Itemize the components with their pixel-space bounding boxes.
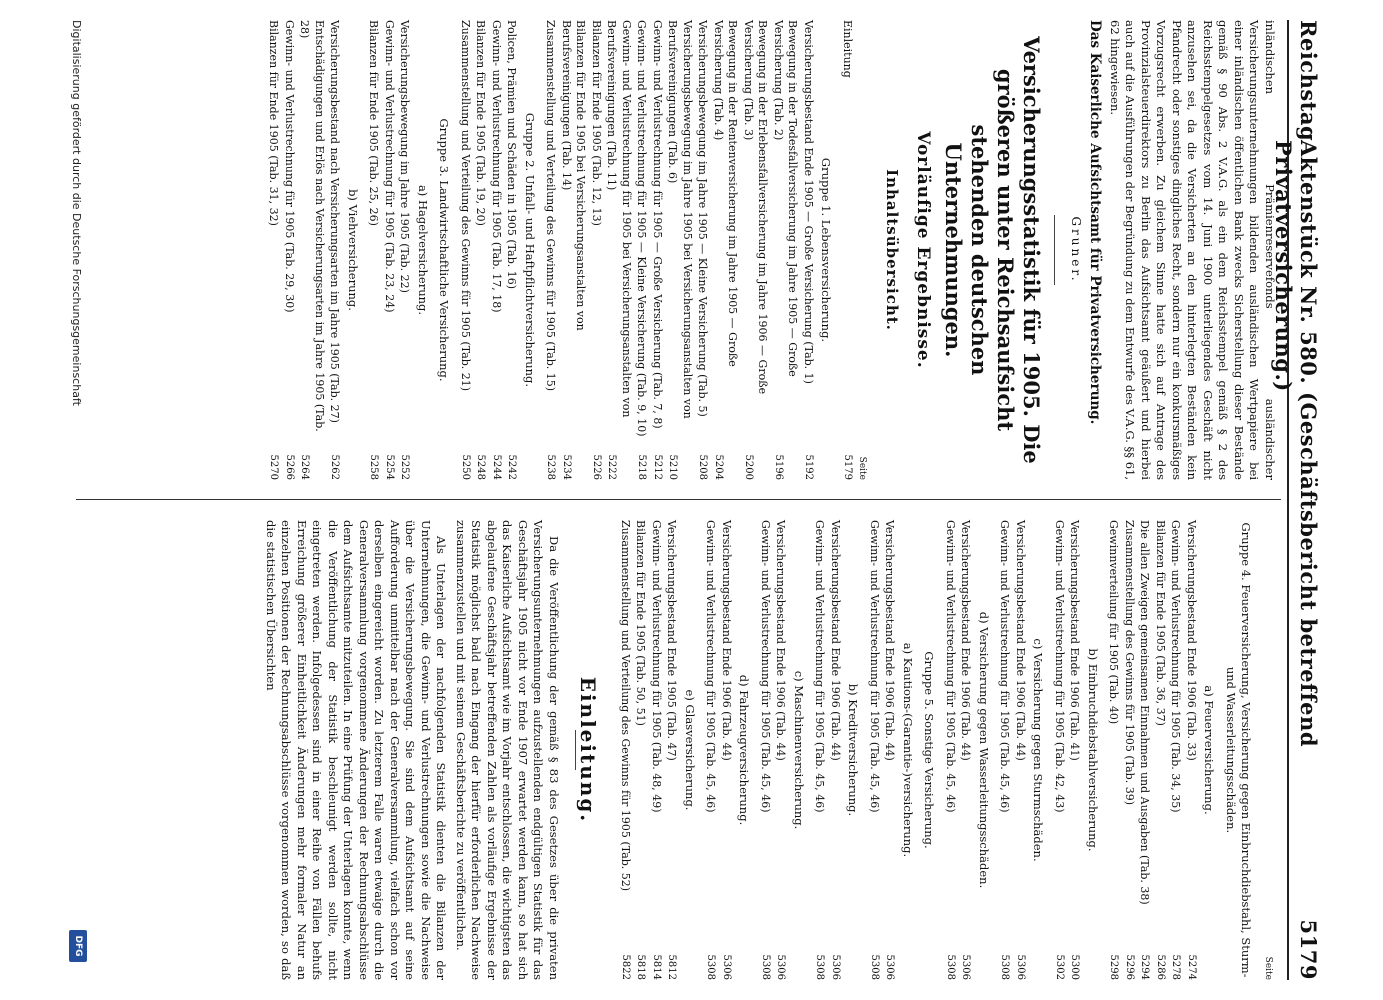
toc-entry-page: 5294	[1139, 954, 1151, 980]
toc-entry	[458, 20, 473, 480]
toc-entry	[543, 20, 558, 480]
toc-entry	[997, 520, 1012, 980]
toc-entry-page: 5306	[884, 954, 896, 980]
toc-entry	[664, 520, 679, 980]
toc-entry-text: Versicherungsbewegung im Jahre 1905 bei Versicherungsanstalten von Berufsvereinigungen (Tab. 6)	[666, 20, 694, 419]
toc-entry	[703, 520, 718, 980]
toc-entry-page: 5218	[636, 454, 648, 480]
toc-entry	[634, 20, 649, 480]
toc-section-heading: Gruppe 5. Sonstige Versicherung.	[922, 651, 937, 849]
toc-entry-text: Zusammenstellung und Verteilung des Gewinns für 1905 (Tab. 52)	[619, 520, 632, 892]
toc-entry	[633, 520, 648, 980]
toc-entry	[1106, 520, 1121, 980]
toc-entry	[758, 520, 773, 980]
toc-entry-text: Gewinn- und Verlustrechnung für 1905 (Tab. 23, 24)	[383, 20, 396, 313]
toc-entry	[1137, 520, 1152, 980]
toc-section-heading: b) Viehversicherung.	[346, 189, 360, 311]
toc-section-heading: b) Einbruchdiebstahlversicherung.	[1086, 648, 1100, 852]
toc-entry-page: 5212	[652, 454, 663, 480]
toc-entry-text: Versicherungsbestand Ende 1906 (Tab. 44)	[1014, 520, 1027, 761]
toc-entry-page: 5308	[760, 954, 771, 980]
toc-entry-text: Versicherungsbestand Ende 1905 (Tab. 47)	[665, 520, 679, 761]
page-header	[1271, 20, 1325, 980]
toc-entry-page: 5306	[721, 954, 732, 980]
toc-entry-page: 5298	[1108, 954, 1120, 980]
toc-entry-text: Bilanzen für Ende 1905 (Tab. 31, 32)	[267, 20, 281, 226]
toc-entry-page: 5262	[329, 454, 341, 480]
toc-entry-page: 5812	[666, 954, 678, 980]
toc-entry-text: Entschädigungen und Erlös nach Versicherungsarten im Jahre 1905 (Tab. 28)	[298, 20, 326, 432]
dfg-logo: DFG	[69, 930, 87, 962]
separator-rule	[1055, 215, 1056, 285]
toc-entry-page: 5258	[368, 454, 380, 480]
toc-entry	[282, 20, 297, 480]
toc-entry-text: Zusammenstellung und Verteilung des Gewinns für 1905 (Tab. 15)	[544, 20, 558, 392]
toc-entry	[719, 520, 734, 980]
toc-entry	[650, 20, 665, 480]
subtitle: Vorläufige Ergebnisse.	[913, 131, 934, 369]
toc-section-heading: a) Feuerversicherung.	[1202, 685, 1217, 815]
toc-entry-page: 5204	[713, 454, 724, 480]
toc-entry	[366, 20, 381, 480]
toc-entry-page: 5210	[667, 454, 679, 480]
toc-entry	[504, 20, 519, 480]
intro-paragraph: inländischen Prämienreservefonds ausländischer Versicherungsunternehmungen bildenden ausländischen Wertpapiere bei einer inländischen öffentlichen Bank zwecks Sicherstellung dieser Bestände gemäß § 90 Abs. 2 V.A.G. als ein dem Reichsstempel gemäß § 2 des Reichsstempelgesetzes vom 14. Juni 1900 unterliegendes Geschäft nicht anzusehen sei, da die Versicherten an den hinterlegten Beständen kein Pfandrecht oder sonstiges dingliches Recht, sondern nur ein konkursmäßiges Vorzugsrecht erwerben. Zu gleichem Sinne hatte sich auf Antrage des Provinzialsteuerdirektors zu Berlin das Aufsichtsamt geäußert und hierbei auch auf die Ausführungen der Begründung zu dem Entwurfe des V.A.G. §§ 61, 62 hingewiesen.	[1108, 20, 1277, 481]
toc-entry	[711, 20, 740, 480]
toc-entry-text: Die allen Zweigen gemeinsamen Einnahmen und Ausgaben (Tab. 38)	[1138, 520, 1152, 905]
toc-entry-page: 5818	[635, 954, 647, 980]
author-name: Gruner.	[1069, 216, 1083, 284]
toc-entry-text: Bilanzen für Ende 1905 (Tab. 50, 51)	[634, 520, 648, 726]
office-line: Das Kaiserliche Aufsichtsamt für Privatversicherung.	[1087, 20, 1104, 425]
toc-entry-page: 5306	[960, 954, 972, 980]
toc-entry-page: 5308	[705, 954, 717, 980]
toc-section-heading: c) Versicherung gegen Sturmschäden.	[1031, 638, 1046, 862]
toc-entry-text: Bewegung in der Rentenversicherung im Jahre 1905 — Große Versicherung (Tab. 4)	[712, 20, 740, 367]
toc-entry-page: 5222	[606, 454, 618, 480]
toc-section-heading: Gruppe 4. Feuerversicherung, Versicherung gegen Einbruchdiebstahl, Sturm- und Wasserleitungsschäden.	[1224, 522, 1254, 978]
toc-entry	[840, 20, 855, 480]
toc-entry	[559, 20, 588, 480]
toc-entry-text: Gewinn- und Verlustrechnung für 1905 — Kleine Versicherung (Tab. 9, 10)	[635, 20, 649, 437]
toc-entry-page: 5196	[773, 454, 784, 480]
header-center: Aktenstück Nr. 580. (Geschäftsbericht betreffend Privatversicherung.)	[1271, 140, 1321, 747]
toc-entry	[327, 20, 342, 480]
toc-entry-page: 5814	[651, 954, 662, 980]
toc-entry-page: 5264	[299, 454, 311, 480]
toc-title: Inhaltsübersicht.	[883, 169, 901, 331]
toc-entry-page: 5278	[1170, 954, 1182, 980]
toc-entry	[741, 20, 770, 480]
toc-entry	[812, 520, 827, 980]
toc-entry-text: Versicherungsbewegung im Jahre 1905 — Kleine Versicherung (Tab. 5)	[696, 20, 710, 417]
toc-entry-text: Versicherungsbestand Ende 1906 (Tab. 44)	[883, 520, 897, 761]
toc-entry-text: Versicherungsbestand Ende 1905 — Große Versicherung (Tab. 1)	[802, 20, 815, 384]
toc-entry-page: 5306	[775, 954, 787, 980]
toc-entry-page: 5179	[842, 454, 853, 480]
toc-entry-text: Gewinnverteilung für 1905 (Tab. 40)	[1107, 520, 1121, 725]
toc-entry-text: Bilanzen für Ende 1905 (Tab. 19, 20)	[474, 20, 488, 226]
toc-entry	[618, 520, 633, 980]
toc-entry	[943, 520, 958, 980]
toc-entry	[828, 520, 843, 980]
toc-entry-page: 5250	[460, 454, 471, 480]
toc-entry	[589, 20, 604, 480]
toc-entry-text: Gewinn- und Verlustrechnung für 1905 (Tab. 45, 46)	[868, 520, 881, 813]
header-page-number: 5179	[1296, 919, 1321, 980]
toc-section-heading: d) Versicherung gegen Wasserleitungsschäden.	[977, 611, 991, 889]
toc-entry-page: 5296	[1124, 954, 1135, 980]
toc-entry-text: Bilanzen für Ende 1905 (Tab. 36, 37)	[1154, 520, 1167, 726]
toc-entry-text: Versicherungsbestand Ende 1906 (Tab. 44)	[774, 520, 788, 761]
toc-entry-page: 5274	[1186, 954, 1197, 980]
toc-entry	[1013, 520, 1028, 980]
column-divider	[76, 499, 1281, 500]
einleitung-title: Einleitung.	[576, 676, 601, 824]
toc-entry-page: 5200	[743, 454, 754, 480]
toc-entry	[773, 520, 788, 980]
toc-entry	[1184, 520, 1199, 980]
toc-section-heading: b) Kreditversicherung.	[846, 683, 861, 817]
toc-left-list	[266, 20, 854, 480]
toc-entry-page: 5244	[491, 454, 502, 480]
toc-entry-text: Gewinn- und Verlustrechnung für 1905 bei Versicherungsanstalten von Berufsvereinigungen (Tab. 11)	[605, 20, 633, 418]
toc-entry	[695, 20, 710, 480]
toc-entry-page: 5254	[384, 454, 395, 480]
toc-entry-text: Versicherungsbestand Ende 1906 (Tab. 44)	[829, 520, 842, 761]
left-column	[265, 20, 1277, 480]
toc-entry-text: Zusammenstellung und Verteilung des Gewinns für 1905 (Tab. 21)	[459, 20, 472, 392]
digitization-note: Digitalisierung gefördert durch die Deutsche Forschungsgemeinschaft	[70, 20, 83, 406]
toc-page-label-right: Seite	[1263, 956, 1273, 980]
toc-entry-page: 5234	[561, 454, 572, 480]
toc-entry-text: Bewegung in der Erlebensfallversicherung im Jahre 1906 — Große Versicherung (Tab. 3)	[742, 20, 770, 395]
toc-entry-text: Bilanzen für Ende 1905 bei Versicherungsanstalten von Berufsvereinigungen (Tab. 14)	[560, 20, 588, 331]
toc-entry	[958, 520, 973, 980]
toc-entry	[1153, 520, 1168, 980]
toc-entry-page: 5252	[399, 454, 411, 480]
toc-entry	[266, 20, 281, 480]
toc-entry-text: Gewinn- und Verlustrechnung für 1905 (Tab. 45, 46)	[944, 520, 957, 813]
toc-section-heading: Gruppe 3. Landwirtschaftliche Versicherung.	[437, 118, 452, 382]
toc-entry-text: Gewinn- und Verlustrechnung für 1905 (Tab. 42, 43)	[1053, 520, 1066, 813]
toc-entry-text: Gewinn- und Verlustrechnung für 1905 (Tab. 45, 46)	[998, 520, 1012, 813]
toc-entry-page: 5266	[284, 454, 295, 480]
toc-section-heading: a) Hagelversicherung.	[416, 184, 430, 316]
header-left: Reichstag	[1296, 20, 1321, 142]
toc-entry-page: 5242	[506, 454, 518, 480]
toc-entry-page: 5300	[1069, 954, 1081, 980]
toc-entry-text: Gewinn- und Verlustrechnung für 1905 (Tab. 34, 35)	[1169, 520, 1183, 813]
toc-entry-page: 5308	[999, 954, 1011, 980]
toc-entry-text: Gewinn- und Verlustrechnung für 1905 (Tab. 29, 30)	[283, 20, 296, 313]
toc-entry-page: 5306	[1015, 954, 1026, 980]
toc-entry-text: Versicherungsbestand Ende 1906 (Tab. 44)	[720, 520, 733, 761]
einleitung-paragraph-2: Als Unterlagen der nachfolgenden Statistik dienten die Bilanzen der Unternehmungen, die Gewinn- und Verlustrechnungen sowie die Nachweise über die Versicherungsbewegung. Sie sind dem Aufsichtsamt auf seine Aufforderung unmittelbar nach der Generalversammlung, vielfach schon vor derselben eingereicht worden. Zu letzterem Falle waren etwaige durch die Generalversammlung vorgenommene Änderungen der Rechnungsabschlüsse dem Aufsichtsamte mitzuteilen. In eine Prüfung der Unterlagen konnte, wenn die Veröffentlichung der Statistik beschleunigt werden sollte, nicht eingetreten werden. Infolgedessen sind in einer Reihe von Fällen behufs Erreichung größerer Einheitlichkeit Änderungen mehr formaler Natur an einzelnen Positionen der Rechnungsabschlüsse vorgenommen worden, so daß die statistischen Übersichten	[264, 520, 449, 980]
main-title: Versicherungsstatistik für 1905. Die größeren unter Reichsaufsicht stehenden deutschen Unternehmungen.	[941, 36, 1045, 464]
toc-entry-page: 5308	[945, 954, 956, 980]
toc-entry	[382, 20, 397, 480]
toc-entry-text: Versicherungsbestand Ende 1906 (Tab. 44)	[959, 520, 973, 761]
toc-entry	[604, 20, 633, 480]
toc-entry-page: 5286	[1155, 954, 1166, 980]
toc-entry	[397, 20, 412, 480]
toc-entry-page: 5226	[591, 454, 602, 480]
toc-entry	[1122, 520, 1137, 980]
toc-entry	[649, 520, 664, 980]
toc-entry-text: Zusammenstellung des Gewinns für 1905 (Tab. 39)	[1123, 520, 1136, 805]
toc-entry	[665, 20, 694, 480]
right-column	[259, 520, 1278, 980]
toc-section-heading: Gruppe 1. Lebensversicherung.	[819, 157, 834, 343]
toc-section-heading: e) Glasversicherung.	[683, 689, 697, 811]
toc-entry-text: Einleitung	[841, 20, 854, 78]
toc-section-heading: a) Kautions-(Garantie-)versicherung.	[901, 642, 915, 858]
toc-entry-text: Bewegung in der Todesfallversicherung im Jahre 1905 — Große Versicherung (Tab. 2)	[772, 20, 800, 377]
toc-entry	[489, 20, 504, 480]
toc-entry	[297, 20, 326, 480]
toc-entry-page: 5306	[830, 954, 841, 980]
toc-entry-page: 5270	[268, 454, 280, 480]
toc-section-heading: Gruppe 2. Unfall- und Haftpflichtversicherung.	[523, 112, 537, 388]
toc-right-list	[618, 520, 1254, 980]
toc-entry	[473, 20, 488, 480]
toc-entry-page: 5302	[1054, 954, 1065, 980]
toc-section-heading: d) Fahrzeugversicherung.	[737, 674, 752, 826]
rotated-scan-page	[55, 0, 1345, 1000]
toc-entry-page: 5308	[814, 954, 826, 980]
toc-entry-page: 5822	[620, 954, 631, 980]
toc-entry-text: Gewinn- und Verlustrechnung für 1905 (Tab. 45, 46)	[813, 520, 827, 813]
toc-entry-text: Bilanzen für Ende 1905 (Tab. 12, 13)	[590, 20, 603, 226]
toc-entry-page: 5238	[545, 454, 557, 480]
toc-entry-text: Versicherungsbewegung im Jahre 1905 (Tab. 22)	[398, 20, 412, 293]
toc-entry-page: 5208	[697, 454, 709, 480]
toc-entry	[801, 20, 816, 480]
toc-entry-page: 5308	[869, 954, 880, 980]
toc-section-heading: c) Maschinenversicherung.	[792, 670, 806, 830]
toc-entry-text: Gewinn- und Verlustrechnung für 1905 — Große Versicherung (Tab. 7, 8)	[651, 20, 664, 429]
toc-entry	[1168, 520, 1183, 980]
toc-entry-text: Versicherungsbestand Ende 1906 (Tab. 33)	[1185, 520, 1198, 761]
toc-entry-text: Gewinn- und Verlustrechnung für 1905 (Tab. 17, 18)	[490, 20, 503, 313]
toc-entry-text: Gewinn- und Verlustrechnung für 1905 (Tab. 45, 46)	[704, 520, 718, 813]
toc-entry-text: Policen, Prämien und Schäden in 1905 (Tab. 16)	[505, 20, 519, 290]
toc-entry-page: 5192	[803, 454, 814, 480]
toc-entry-page: 5248	[475, 454, 487, 480]
toc-entry-text: Gewinn- und Verlustrechnung für 1905 (Tab. 45, 46)	[759, 520, 772, 813]
toc-entry	[882, 520, 897, 980]
toc-entry	[867, 520, 882, 980]
toc-entry-text: Versicherungsbestand Ende 1906 (Tab. 41)	[1068, 520, 1082, 761]
einleitung-paragraph-1: Da die Veröffentlichung der gemäß § 83 des Gesetzes über die privaten Versicherungsunternehmungen aufzustellenden endgültigen Statistik für das Geschäftsjahr 1905 nicht vor Ende 1907 erwartet werden kann, so hat sich das Kaiserliche Aufsichtsamt wie im Vorjahr entschlossen, die wichtigsten das abgelaufene Geschäftsjahr betreffenden Zahlen als vorläufige Ergebnisse der Statistik möglichst bald nach Eingang der hierfür erforderlichen Nachweise zusammenzustellen und mit seinem Geschäftsberichte zu veröffentlichen.	[454, 520, 561, 980]
toc-entry	[1067, 520, 1082, 980]
toc-entry	[1052, 520, 1067, 980]
toc-entry	[771, 20, 800, 480]
toc-entry-text: Gewinn- und Verlustrechnung für 1905 (Tab. 48, 49)	[650, 520, 663, 813]
toc-page-label: Seite	[857, 456, 868, 480]
toc-entry-text: Bilanzen für Ende 1905 (Tab. 25, 26)	[367, 20, 381, 226]
toc-entry-text: Versicherungsbestand nach Versicherungsarten im Jahre 1905 (Tab. 27)	[328, 20, 342, 423]
